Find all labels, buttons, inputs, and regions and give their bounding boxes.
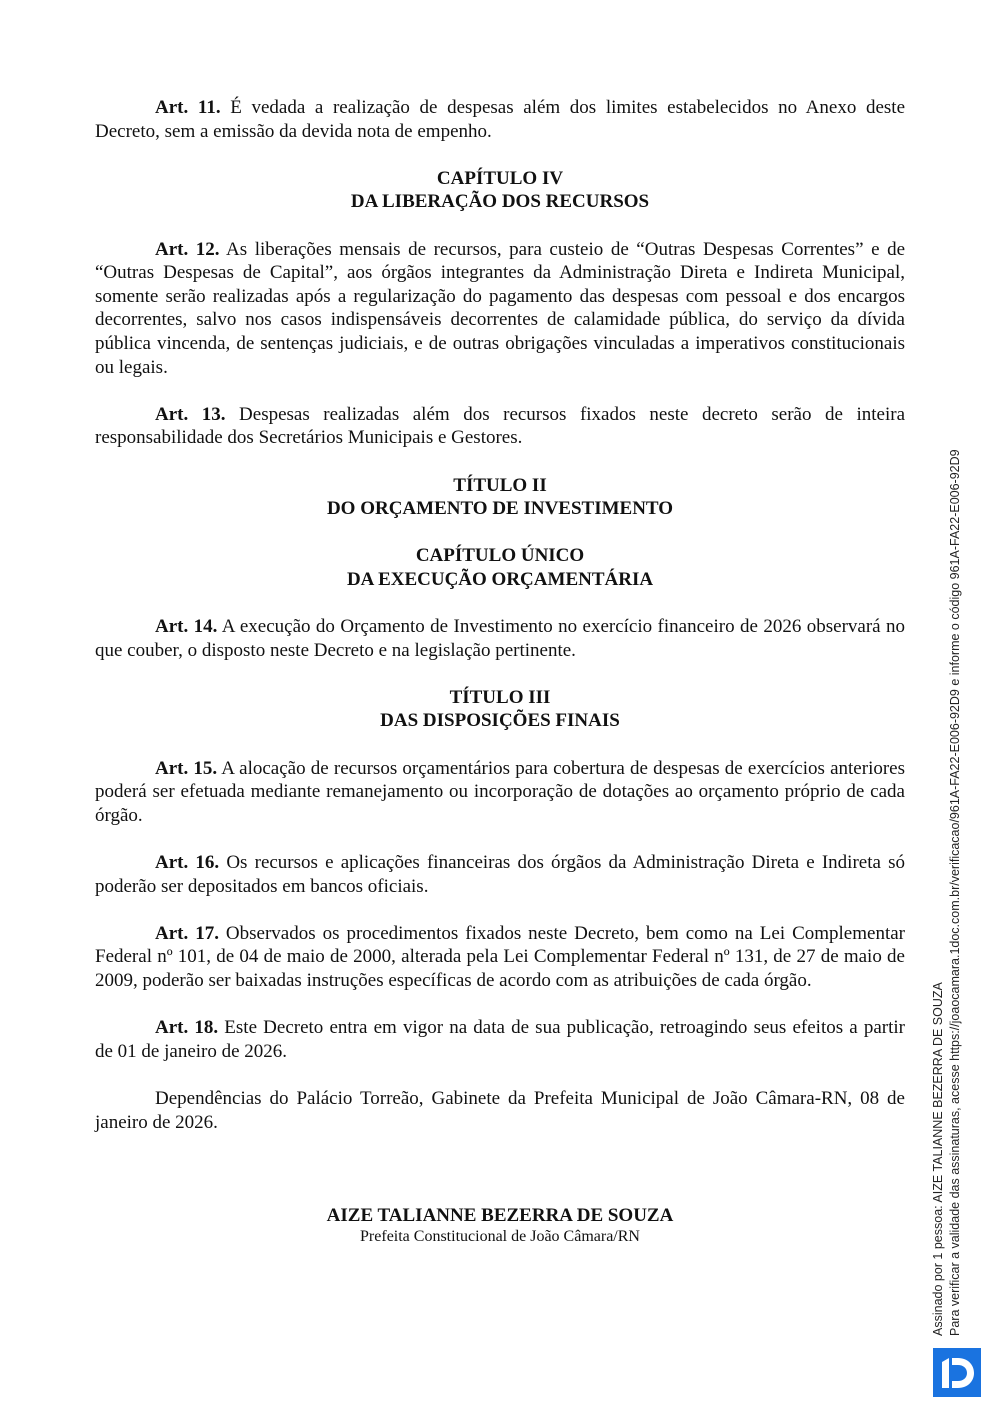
- article-text: Observados os procedimentos fixados neste Decreto, bem como na Lei Complementar Federal nº 101, de 04 de maio de 2000, alterada pela Lei Complementar Federal nº 131, de 27 de maio de 2009, poderão ser baixadas instruções específicas de acordo com as atribuições de cada órgão.: [95, 922, 905, 991]
- article-text: As liberações mensais de recursos, para custeio de “Outras Despesas Correntes” e de “Outras Despesas de Capital”, aos órgãos integrantes da Administração Direta e Indireta Municipal, somente serão realizadas após a regularização do pagamento das despesas com pessoal e dos encargos decorrentes, salvo nos casos indispensáveis decorrentes de calamidade pública, do serviço da dívida pública vincenda, de sentenças judiciais, e de outras obrigações vinculadas a imperativos constitucionais ou legais.: [95, 238, 905, 378]
- signer-role: Prefeita Constitucional de João Câmara/RN: [360, 1228, 640, 1246]
- heading-line: DAS DISPOSIÇÕES FINAIS: [380, 710, 620, 732]
- logo-glyph: [938, 1356, 976, 1390]
- heading-capitulo-iv: [95, 167, 905, 214]
- heading-line: DA EXECUÇÃO ORÇAMENTÁRIA: [346, 568, 654, 590]
- article-label: Art. 16.: [155, 852, 220, 873]
- signature-block: [95, 1204, 905, 1247]
- article-text: A alocação de recursos orçamentários para cobertura de despesas de exercícios anteriores poderá ser efetuada mediante remanejamento ou incorporação de dotações ao orçamento próprio de cada órgão.: [95, 757, 905, 826]
- article-label: Art. 18.: [155, 1017, 219, 1039]
- article-label: Art. 17.: [155, 922, 219, 944]
- closing-text: Dependências do Palácio Torreão, Gabinete da Prefeita Municipal de João Câmara-RN, 08 de janeiro de 2026.: [95, 1087, 905, 1133]
- article-13: [95, 403, 905, 450]
- article-15: [95, 757, 905, 828]
- article-label: Art. 15.: [155, 757, 218, 779]
- document-body: [95, 96, 905, 1247]
- article-text: A execução do Orçamento de Investimento no exercício financeiro de 2026 observará no que couber, o disposto neste Decreto e na legislação pertinente.: [95, 616, 906, 661]
- heading-line: TÍTULO II: [453, 474, 547, 496]
- article-label: Art. 13.: [155, 403, 226, 425]
- heading-line: DA LIBERAÇÃO DOS RECURSOS: [350, 191, 650, 213]
- article-text: Este Decreto entra em vigor na data de sua publicação, retroagindo seus efeitos a partir de 01 de janeiro de 2026.: [95, 1017, 905, 1062]
- 1doc-logo-icon: [933, 1348, 981, 1397]
- article-label: Art. 14.: [155, 616, 218, 638]
- heading-line: CAPÍTULO IV: [436, 167, 564, 189]
- signer-name: AIZE TALIANNE BEZERRA DE SOUZA: [326, 1205, 674, 1227]
- article-12: [95, 238, 905, 380]
- article-text: Os recursos e aplicações financeiras dos órgãos da Administração Direta e Indireta só poderão ser depositados em bancos oficiais.: [95, 852, 905, 897]
- heading-titulo-ii: [95, 474, 905, 521]
- article-text: Despesas realizadas além dos recursos fixados neste decreto serão de inteira responsabilidade dos Secretários Municipais e Gestores.: [95, 403, 906, 449]
- verification-line: Para verificar a validade das assinaturas, acesse https://joaocamara.1doc.com.br/verificacao/961A-FA22-E006-92D9 e informe o código 961A-FA22-E006-92D9: [948, 449, 962, 1336]
- signed-by-line: Assinado por 1 pessoa: AIZE TALIANNE BEZERRA DE SOUZA: [931, 982, 945, 1336]
- heading-line: TÍTULO III: [449, 686, 551, 708]
- heading-line: DO ORÇAMENTO DE INVESTIMENTO: [326, 498, 674, 520]
- article-14: [95, 615, 905, 662]
- article-label: Art. 12.: [155, 238, 220, 260]
- signature-verification-note: [930, 449, 964, 1336]
- heading-line: CAPÍTULO ÚNICO: [415, 545, 585, 567]
- article-label: Art. 11.: [155, 97, 221, 118]
- heading-titulo-iii: [95, 686, 905, 733]
- article-text: É vedada a realização de despesas além dos limites estabelecidos no Anexo deste Decreto, sem a emissão da devida nota de empenho.: [95, 97, 906, 142]
- heading-capitulo-unico: [95, 544, 905, 591]
- article-17: [95, 922, 905, 993]
- article-11: [95, 96, 905, 143]
- article-16: [95, 851, 905, 898]
- article-18: [95, 1016, 905, 1063]
